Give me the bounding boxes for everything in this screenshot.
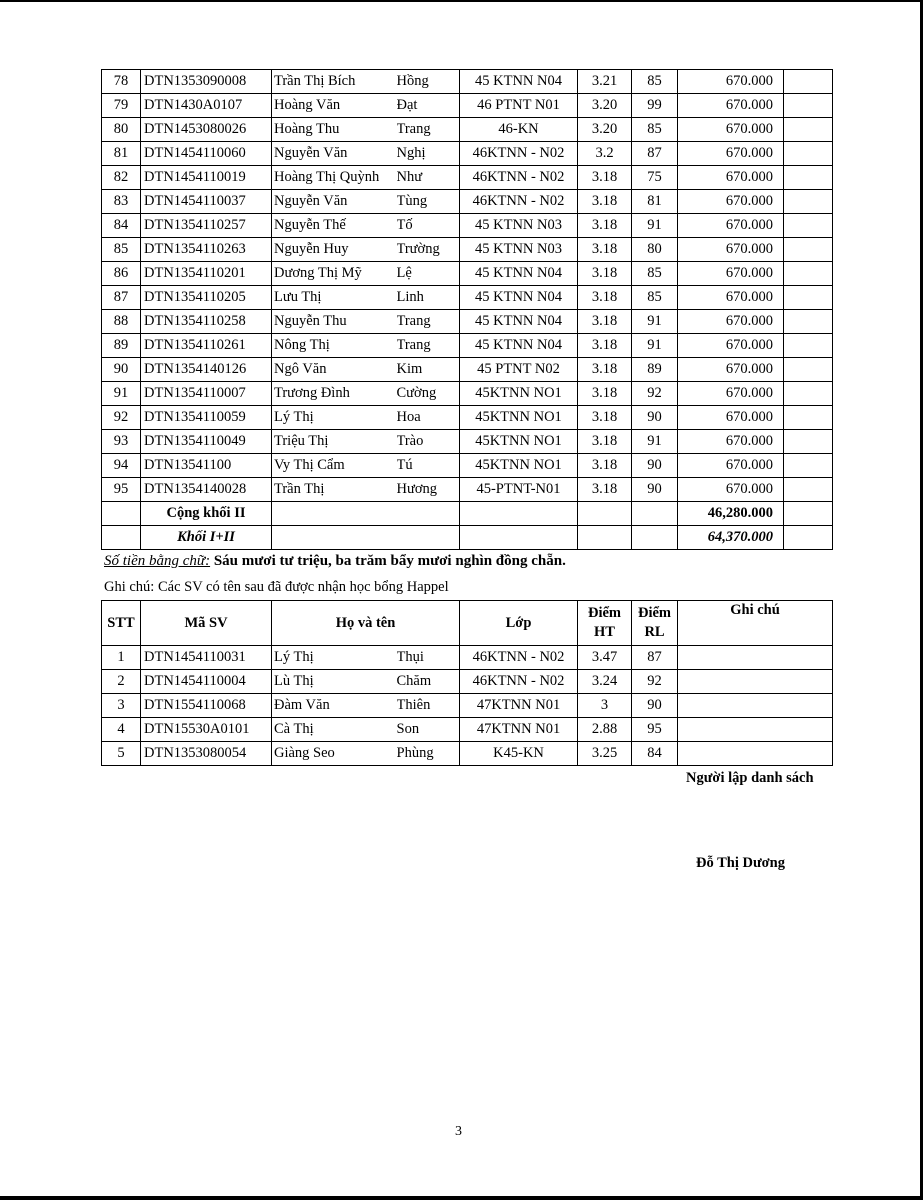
student-class: 45KTNN NO1 — [460, 454, 578, 478]
signer-title: Người lập danh sách — [686, 770, 814, 786]
row-number: 88 — [102, 310, 141, 334]
student-last-name: Tố — [397, 214, 460, 238]
table-row — [102, 430, 833, 454]
student-last-name: Linh — [397, 286, 460, 310]
gpa-score: 3.18 — [578, 454, 632, 478]
notes-cell — [678, 670, 833, 694]
row-number: 2 — [102, 670, 141, 694]
happel-table-body — [102, 646, 833, 766]
conduct-score: 91 — [632, 430, 678, 454]
row-number: 78 — [102, 70, 141, 94]
happel-note: Ghi chú: Các SV có tên sau đã được nhận học bổng Happel — [104, 579, 449, 595]
gpa-score: 3.18 — [578, 286, 632, 310]
student-id: DTN1454110019 — [141, 166, 272, 190]
scholarship-amount: 670.000 — [678, 454, 784, 478]
row-number: 91 — [102, 382, 141, 406]
student-last-name: Son — [397, 718, 460, 742]
notes-cell — [784, 286, 833, 310]
table-row — [102, 142, 833, 166]
gpa-score: 3.18 — [578, 382, 632, 406]
notes-cell — [784, 358, 833, 382]
gpa-score: 3.21 — [578, 70, 632, 94]
notes-cell — [784, 214, 833, 238]
student-last-name: Thụi — [397, 646, 460, 670]
table-row — [102, 382, 833, 406]
table-row — [102, 214, 833, 238]
table-row — [102, 286, 833, 310]
student-id: DTN1354110261 — [141, 334, 272, 358]
notes-cell — [784, 118, 833, 142]
amount-in-words — [104, 553, 566, 570]
student-first-name: Nguyễn Văn — [272, 190, 397, 214]
scholarship-amount: 670.000 — [678, 238, 784, 262]
student-last-name: Hồng — [397, 70, 460, 94]
student-class: 46KTNN - N02 — [460, 166, 578, 190]
conduct-score: 90 — [632, 454, 678, 478]
student-id: DTN1353080054 — [141, 742, 272, 766]
student-last-name: Lệ — [397, 262, 460, 286]
row-number: 86 — [102, 262, 141, 286]
student-last-name: Trường — [397, 238, 460, 262]
student-class: 46-KN — [460, 118, 578, 142]
student-last-name: Kim — [397, 358, 460, 382]
gpa-score: 3.18 — [578, 478, 632, 502]
table-row — [102, 358, 833, 382]
row-number: 79 — [102, 94, 141, 118]
scholarship-amount: 670.000 — [678, 310, 784, 334]
notes-cell — [784, 454, 833, 478]
scholarship-amount: 670.000 — [678, 262, 784, 286]
notes-cell — [784, 310, 833, 334]
conduct-score: 89 — [632, 358, 678, 382]
student-id: DTN1354110205 — [141, 286, 272, 310]
student-id: DTN1354140028 — [141, 478, 272, 502]
table-row — [102, 742, 833, 766]
student-class: 47KTNN N01 — [460, 694, 578, 718]
scholarship-table — [101, 69, 833, 550]
notes-cell — [784, 142, 833, 166]
notes-cell — [784, 382, 833, 406]
conduct-score: 90 — [632, 406, 678, 430]
student-first-name: Hoàng Văn — [272, 94, 397, 118]
student-id: DTN13541100 — [141, 454, 272, 478]
header-notes: Ghi chú — [678, 601, 833, 646]
happel-table — [101, 600, 833, 766]
scholarship-amount: 670.000 — [678, 478, 784, 502]
gpa-score: 3.18 — [578, 334, 632, 358]
student-id: DTN1354110049 — [141, 430, 272, 454]
notes-cell — [784, 94, 833, 118]
header-conduct: Điểm RL — [632, 601, 678, 646]
notes-cell — [678, 742, 833, 766]
gpa-score: 3.18 — [578, 310, 632, 334]
student-class: 45 KTNN N04 — [460, 334, 578, 358]
gpa-score: 3.20 — [578, 94, 632, 118]
row-number: 80 — [102, 118, 141, 142]
gpa-score: 3.18 — [578, 430, 632, 454]
student-class: 45 KTNN N04 — [460, 310, 578, 334]
table-row — [102, 238, 833, 262]
conduct-score: 92 — [632, 382, 678, 406]
scholarship-amount: 670.000 — [678, 118, 784, 142]
student-first-name: Nguyễn Thế — [272, 214, 397, 238]
student-last-name: Trào — [397, 430, 460, 454]
row-number: 4 — [102, 718, 141, 742]
student-first-name: Vy Thị Cẩm — [272, 454, 397, 478]
student-class: 45 PTNT N02 — [460, 358, 578, 382]
student-class: 45KTNN NO1 — [460, 430, 578, 454]
student-class: 45 KTNN N03 — [460, 214, 578, 238]
notes-cell — [678, 718, 833, 742]
conduct-score: 95 — [632, 718, 678, 742]
gpa-score: 3.18 — [578, 214, 632, 238]
student-first-name: Cà Thị — [272, 718, 397, 742]
conduct-score: 91 — [632, 310, 678, 334]
student-first-name: Nguyễn Thu — [272, 310, 397, 334]
subtotal-amount: 46,280.000 — [678, 502, 784, 526]
conduct-score: 75 — [632, 166, 678, 190]
student-class: 46KTNN - N02 — [460, 646, 578, 670]
table-row — [102, 646, 833, 670]
student-id: DTN1354110257 — [141, 214, 272, 238]
student-first-name: Hoàng Thu — [272, 118, 397, 142]
conduct-score: 85 — [632, 262, 678, 286]
subtotal-label: Cộng khối II — [141, 502, 272, 526]
conduct-score: 91 — [632, 334, 678, 358]
row-number: 83 — [102, 190, 141, 214]
scholarship-amount: 670.000 — [678, 334, 784, 358]
student-first-name: Trần Thị Bích — [272, 70, 397, 94]
student-first-name: Ngô Văn — [272, 358, 397, 382]
row-number: 87 — [102, 286, 141, 310]
conduct-score: 87 — [632, 142, 678, 166]
row-number: 85 — [102, 238, 141, 262]
gpa-score: 3.18 — [578, 190, 632, 214]
scholarship-amount: 670.000 — [678, 430, 784, 454]
student-last-name: Nghị — [397, 142, 460, 166]
row-number: 93 — [102, 430, 141, 454]
notes-cell — [784, 238, 833, 262]
conduct-score: 85 — [632, 286, 678, 310]
notes-cell — [678, 694, 833, 718]
notes-cell — [678, 646, 833, 670]
student-class: 45 KTNN N03 — [460, 238, 578, 262]
notes-cell — [784, 430, 833, 454]
conduct-score: 80 — [632, 238, 678, 262]
student-class: 45 KTNN N04 — [460, 70, 578, 94]
student-last-name: Hoa — [397, 406, 460, 430]
student-first-name: Lý Thị — [272, 646, 397, 670]
table-row — [102, 94, 833, 118]
gpa-score: 3.25 — [578, 742, 632, 766]
scholarship-amount: 670.000 — [678, 214, 784, 238]
page-top-border — [0, 0, 923, 2]
conduct-score: 90 — [632, 478, 678, 502]
student-id: DTN1354110258 — [141, 310, 272, 334]
row-number: 84 — [102, 214, 141, 238]
row-number: 92 — [102, 406, 141, 430]
conduct-score: 91 — [632, 214, 678, 238]
scholarship-table-body — [102, 70, 833, 502]
header-full-name: Họ và tên — [272, 601, 460, 646]
conduct-score: 85 — [632, 118, 678, 142]
header-stt: STT — [102, 601, 141, 646]
table-row — [102, 70, 833, 94]
student-first-name: Trương Đình — [272, 382, 397, 406]
student-id: DTN1454110031 — [141, 646, 272, 670]
header-class: Lớp — [460, 601, 578, 646]
row-number: 81 — [102, 142, 141, 166]
total-amount: 64,370.000 — [678, 526, 784, 550]
page-number: 3 — [455, 1124, 462, 1139]
scholarship-amount: 670.000 — [678, 286, 784, 310]
student-last-name: Tùng — [397, 190, 460, 214]
student-first-name: Giàng Seo — [272, 742, 397, 766]
gpa-score: 2.88 — [578, 718, 632, 742]
notes-cell — [784, 166, 833, 190]
notes-cell — [784, 262, 833, 286]
subtotal-row — [102, 502, 833, 526]
table-row — [102, 406, 833, 430]
student-id: DTN1354110059 — [141, 406, 272, 430]
student-last-name: Trang — [397, 310, 460, 334]
row-number: 89 — [102, 334, 141, 358]
student-first-name: Dương Thị Mỹ — [272, 262, 397, 286]
header-gpa: Điểm HT — [578, 601, 632, 646]
student-first-name: Lù Thị — [272, 670, 397, 694]
student-last-name: Thiên — [397, 694, 460, 718]
student-first-name: Nông Thị — [272, 334, 397, 358]
student-class: 45 KTNN N04 — [460, 262, 578, 286]
gpa-score: 3.18 — [578, 166, 632, 190]
row-number: 82 — [102, 166, 141, 190]
gpa-score: 3.18 — [578, 238, 632, 262]
conduct-score: 99 — [632, 94, 678, 118]
student-id: DTN1554110068 — [141, 694, 272, 718]
student-id: DTN1354140126 — [141, 358, 272, 382]
gpa-score: 3.47 — [578, 646, 632, 670]
notes-cell — [784, 190, 833, 214]
gpa-score: 3.2 — [578, 142, 632, 166]
scholarship-amount: 670.000 — [678, 190, 784, 214]
gpa-score: 3.18 — [578, 358, 632, 382]
student-last-name: Chăm — [397, 670, 460, 694]
student-id: DTN1454110060 — [141, 142, 272, 166]
row-number: 90 — [102, 358, 141, 382]
student-first-name: Đàm Văn — [272, 694, 397, 718]
row-number: 5 — [102, 742, 141, 766]
scholarship-amount: 670.000 — [678, 70, 784, 94]
row-number: 3 — [102, 694, 141, 718]
scholarship-amount: 670.000 — [678, 406, 784, 430]
student-id: DTN1354110263 — [141, 238, 272, 262]
table-row — [102, 118, 833, 142]
notes-cell — [784, 406, 833, 430]
scholarship-amount: 670.000 — [678, 142, 784, 166]
conduct-score: 92 — [632, 670, 678, 694]
gpa-score: 3.18 — [578, 262, 632, 286]
scholarship-amount: 670.000 — [678, 382, 784, 406]
student-id: DTN1454110037 — [141, 190, 272, 214]
amount-in-words-label: Số tiền bằng chữ: — [104, 553, 211, 569]
table-row — [102, 478, 833, 502]
gpa-score: 3.24 — [578, 670, 632, 694]
student-class: 47KTNN N01 — [460, 718, 578, 742]
student-id: DTN15530A0101 — [141, 718, 272, 742]
gpa-score: 3.18 — [578, 406, 632, 430]
conduct-score: 84 — [632, 742, 678, 766]
notes-cell — [784, 334, 833, 358]
student-first-name: Lưu Thị — [272, 286, 397, 310]
row-number: 1 — [102, 646, 141, 670]
scholarship-table-summary — [102, 502, 833, 550]
conduct-score: 90 — [632, 694, 678, 718]
student-id: DTN1354110007 — [141, 382, 272, 406]
scholarship-amount: 670.000 — [678, 166, 784, 190]
header-student-id: Mã SV — [141, 601, 272, 646]
student-last-name: Phùng — [397, 742, 460, 766]
student-first-name: Trần Thị — [272, 478, 397, 502]
student-class: 45KTNN NO1 — [460, 382, 578, 406]
student-class: K45-KN — [460, 742, 578, 766]
student-last-name: Hương — [397, 478, 460, 502]
student-id: DTN1430A0107 — [141, 94, 272, 118]
table-row — [102, 454, 833, 478]
table-row — [102, 670, 833, 694]
student-class: 46KTNN - N02 — [460, 670, 578, 694]
scholarship-amount: 670.000 — [678, 94, 784, 118]
gpa-score: 3 — [578, 694, 632, 718]
notes-cell — [784, 478, 833, 502]
table-row — [102, 334, 833, 358]
student-class: 45 KTNN N04 — [460, 286, 578, 310]
happel-header-row — [102, 601, 833, 646]
total-label: Khối I+II — [141, 526, 272, 550]
student-first-name: Triệu Thị — [272, 430, 397, 454]
student-last-name: Trang — [397, 334, 460, 358]
signer-name: Đỗ Thị Dương — [696, 855, 785, 871]
student-id: DTN1454110004 — [141, 670, 272, 694]
student-id: DTN1354110201 — [141, 262, 272, 286]
student-last-name: Tú — [397, 454, 460, 478]
student-first-name: Hoàng Thị Quỳnh — [272, 166, 397, 190]
row-number: 95 — [102, 478, 141, 502]
table-row — [102, 166, 833, 190]
student-last-name: Như — [397, 166, 460, 190]
table-row — [102, 262, 833, 286]
table-row — [102, 718, 833, 742]
conduct-score: 87 — [632, 646, 678, 670]
notes-cell — [784, 70, 833, 94]
student-class: 45KTNN NO1 — [460, 406, 578, 430]
row-number: 94 — [102, 454, 141, 478]
total-row — [102, 526, 833, 550]
student-last-name: Cường — [397, 382, 460, 406]
student-first-name: Nguyễn Văn — [272, 142, 397, 166]
student-class: 46 PTNT N01 — [460, 94, 578, 118]
table-row — [102, 694, 833, 718]
student-class: 45-PTNT-N01 — [460, 478, 578, 502]
conduct-score: 85 — [632, 70, 678, 94]
scholarship-amount: 670.000 — [678, 358, 784, 382]
student-id: DTN1353090008 — [141, 70, 272, 94]
amount-in-words-value: Sáu mươi tư triệu, ba trăm bẩy mươi nghìn đồng chẵn. — [213, 553, 566, 569]
table-row — [102, 310, 833, 334]
conduct-score: 81 — [632, 190, 678, 214]
student-first-name: Nguyễn Huy — [272, 238, 397, 262]
student-first-name: Lý Thị — [272, 406, 397, 430]
student-class: 46KTNN - N02 — [460, 190, 578, 214]
student-last-name: Đạt — [397, 94, 460, 118]
page-bottom-border — [0, 1196, 923, 1200]
table-row — [102, 190, 833, 214]
student-class: 46KTNN - N02 — [460, 142, 578, 166]
student-last-name: Trang — [397, 118, 460, 142]
student-id: DTN1453080026 — [141, 118, 272, 142]
gpa-score: 3.20 — [578, 118, 632, 142]
